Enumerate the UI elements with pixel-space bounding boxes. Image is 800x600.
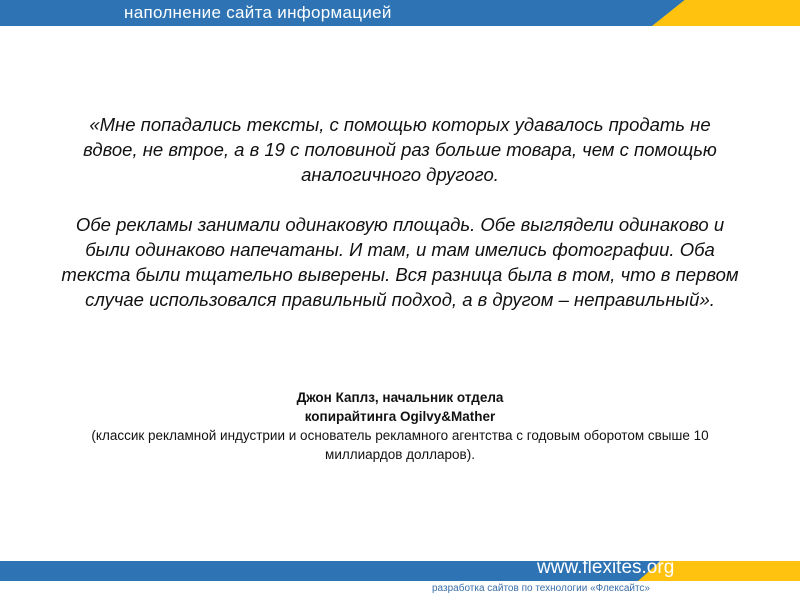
header-title: наполнение сайта информацией xyxy=(124,3,392,22)
quote-paragraph-2: Обе рекламы занимали одинаковую площадь. Обе выглядели одинаково и были одинаково напечатаны. И там, и там имелись фотографии. Оба текста были тщательно выверены. Вся разница была в том, что в первом случае использовался правильный подход, а в другом – неправильный». xyxy=(61,214,739,310)
header-bar xyxy=(0,0,800,26)
footer-url-link[interactable]: www.flexites.org xyxy=(537,557,675,578)
author-line-2: копирайтинга Ogilvy&Mather xyxy=(304,409,496,424)
attribution-block xyxy=(60,388,740,464)
author-description: (классик рекламной индустрии и основатель рекламного агентства с годовым оборотом свыше 10 миллиардов долларов). xyxy=(91,428,709,462)
footer-tagline: разработка сайтов по технологии «Флексайтс» xyxy=(432,583,650,594)
author-line-1: Джон Каплз, начальник отдела xyxy=(296,390,504,405)
quote-paragraph-1: «Мне попадались тексты, с помощью которых удавалось продать не вдвое, не втрое, а в 19 с половиной раз больше товара, чем с помощью аналогичного другого. xyxy=(83,114,717,185)
quote-block xyxy=(60,112,740,312)
footer-bar xyxy=(0,557,800,600)
